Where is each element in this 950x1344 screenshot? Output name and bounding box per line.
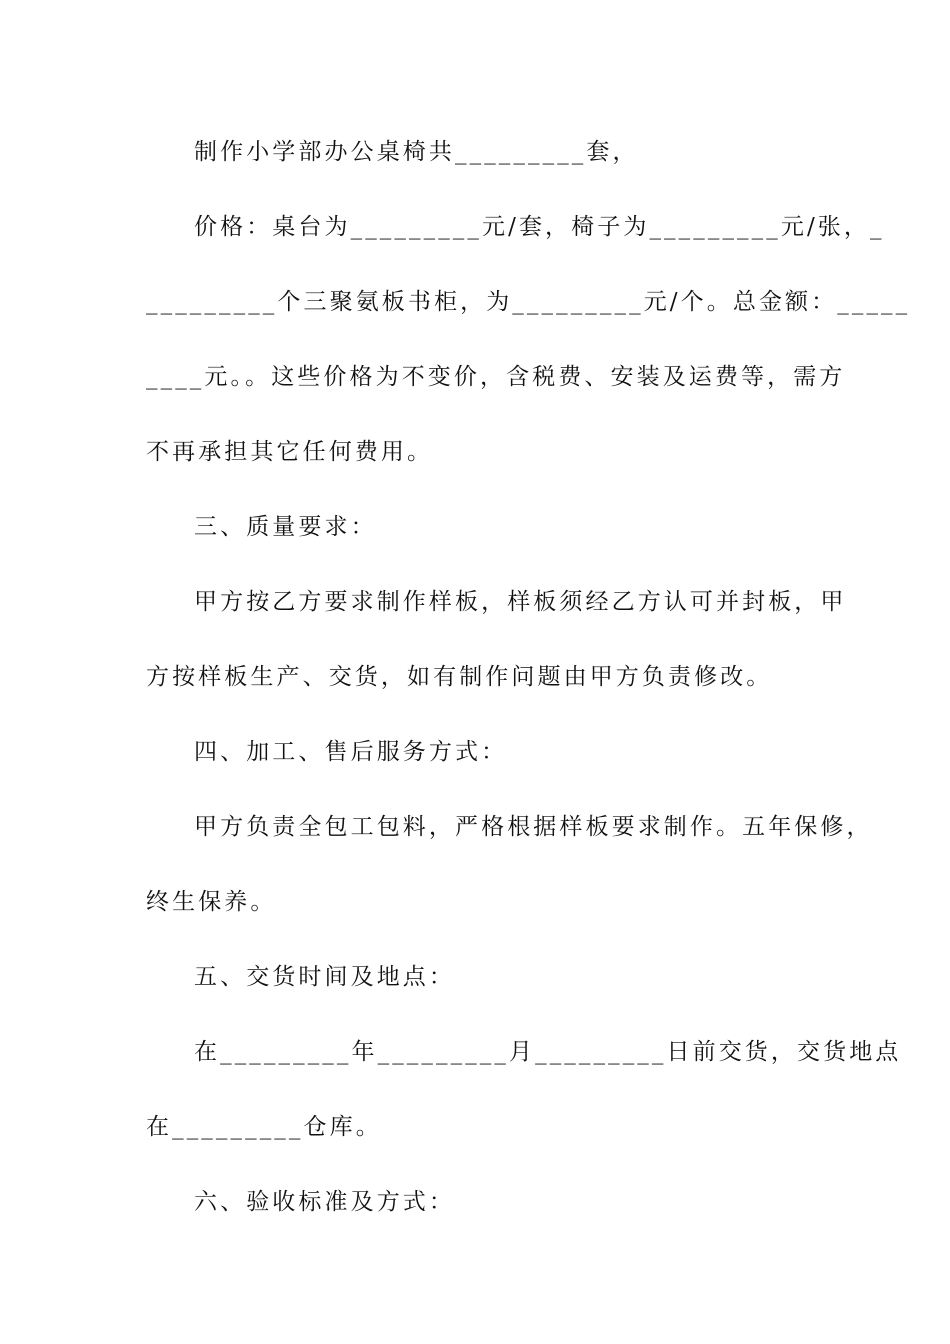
paragraph-line: 甲方按乙方要求制作样板，样板须经乙方认可并封板，甲: [194, 589, 847, 615]
paragraph-line: ____元。。这些价格为不变价，含税费、安装及运费等，需方: [146, 364, 846, 390]
section-heading: 五、交货时间及地点：: [194, 964, 455, 990]
paragraph-line: 在_________仓库。: [146, 1114, 382, 1140]
paragraph-line: 不再承担其它任何费用。: [146, 439, 434, 465]
paragraph-line: 甲方负责全包工包料，严格根据样板要求制作。五年保修，: [194, 814, 873, 840]
paragraph-line: 价格：桌台为_________元/套，椅子为_________元/张，_: [194, 214, 885, 240]
section-heading: 四、加工、售后服务方式：: [194, 739, 508, 765]
section-heading: 六、验收标准及方式：: [194, 1189, 455, 1215]
paragraph-line: _________个三聚氨板书柜，为_________元/个。总金额：_____: [146, 289, 911, 315]
paragraph-line: 方按样板生产、交货，如有制作问题由甲方负责修改。: [146, 664, 773, 690]
paragraph-line: 在_________年_________月_________日前交货，交货地点: [194, 1039, 902, 1065]
paragraph-line: 制作小学部办公桌椅共_________套，: [194, 139, 639, 165]
section-heading: 三、质量要求：: [194, 514, 377, 540]
paragraph-line: 终生保养。: [146, 889, 277, 915]
